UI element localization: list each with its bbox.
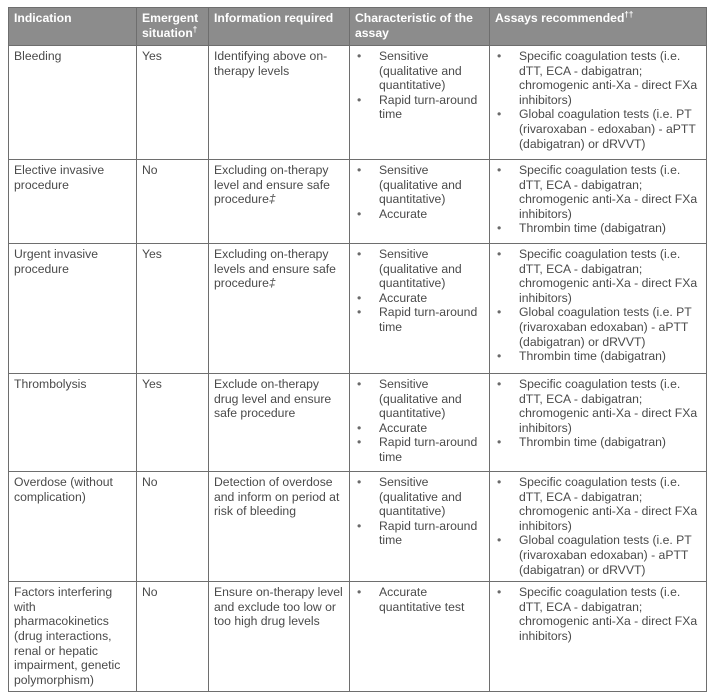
cell-characteristic xyxy=(350,160,490,244)
bullet-icon: • xyxy=(357,420,362,435)
bullet-icon: • xyxy=(357,585,362,600)
assay-item-text: Specific coagulation tests (i.e. dTT, ECA - dabigatran; chromogenic anti-Xa - direct FXa inhibitors) xyxy=(519,475,698,533)
bullet-icon: • xyxy=(357,247,362,261)
characteristic-item xyxy=(355,163,484,207)
cell-emergent-situation: No xyxy=(137,160,209,244)
cell-assays-recommended-list xyxy=(495,585,701,643)
cell-indication: Elective invasive procedure xyxy=(9,160,137,244)
header-information-text: Information required xyxy=(214,11,334,25)
cell-assays-recommended xyxy=(490,46,707,160)
characteristic-item xyxy=(355,247,484,291)
header-indication xyxy=(9,8,137,46)
characteristic-item-text: Accurate xyxy=(379,206,428,221)
characteristic-item-text: Sensitive (qualitative and quantitative) xyxy=(379,163,462,207)
assay-item-text: Specific coagulation tests (i.e. dTT, ECA - dabigatran; chromogenic anti-Xa - direct FXa inhibitors) xyxy=(519,377,698,435)
cell-emergent-situation: No xyxy=(137,582,209,692)
cell-assays-recommended-list xyxy=(495,247,701,364)
bullet-icon: • xyxy=(357,377,362,391)
cell-information-required xyxy=(209,582,350,692)
cell-characteristic-list xyxy=(355,49,484,122)
assay-item xyxy=(495,305,701,349)
characteristic-item xyxy=(355,305,484,334)
cell-assays-recommended xyxy=(490,582,707,692)
characteristic-item xyxy=(355,207,484,222)
characteristic-item xyxy=(355,49,484,93)
characteristic-item xyxy=(355,421,484,436)
cell-indication: Overdose (without complication) xyxy=(9,472,137,582)
information-text: Identifying above on-therapy levels xyxy=(214,49,328,78)
assay-item-text: Thrombin time (dabigatran) xyxy=(519,349,666,364)
assay-item-text: Thrombin time (dabigatran) xyxy=(519,221,666,236)
cell-characteristic xyxy=(350,472,490,582)
footnote-dagger: † xyxy=(192,24,198,34)
bullet-icon: • xyxy=(497,221,502,236)
header-indication-text: Indication xyxy=(14,11,72,25)
assay-item xyxy=(495,107,701,151)
assay-item-text: Thrombin time (dabigatran) xyxy=(519,435,666,450)
header-characteristic-text: Characteristic of the assay xyxy=(355,11,473,40)
header-row xyxy=(9,8,707,46)
bullet-icon: • xyxy=(497,305,502,320)
characteristic-item-text: Rapid turn-around time xyxy=(379,92,478,122)
cell-indication: Urgent invasive procedure xyxy=(9,244,137,374)
header-characteristic xyxy=(350,8,490,46)
cell-characteristic-list xyxy=(355,585,484,614)
table-row xyxy=(9,374,707,472)
bullet-icon: • xyxy=(497,475,502,489)
assay-item-text: Specific coagulation tests (i.e. dTT, ECA - dabigatran; chromogenic anti-Xa - direct FXa inhibitors) xyxy=(519,163,698,221)
cell-emergent-situation: Yes xyxy=(137,46,209,160)
header-emergent-text: Emergent situation xyxy=(142,11,199,40)
header-assays-text: Assays recommended xyxy=(495,11,625,25)
cell-characteristic-list xyxy=(355,475,484,548)
characteristic-item-text: Accurate xyxy=(379,420,428,435)
information-text: Exclude on-therapy drug level and ensure safe procedure xyxy=(214,377,332,421)
footnote-mark: ‡ xyxy=(268,192,276,207)
assay-item xyxy=(495,247,701,305)
bullet-icon: • xyxy=(357,305,362,320)
bullet-icon: • xyxy=(497,349,502,364)
bullet-icon: • xyxy=(497,377,502,391)
footnote-mark: ‡ xyxy=(268,276,276,291)
cell-characteristic xyxy=(350,46,490,160)
footnote-double-dagger: †† xyxy=(624,9,634,19)
characteristic-item-text: Sensitive (qualitative and quantitative) xyxy=(379,475,462,519)
bullet-icon: • xyxy=(357,49,362,63)
characteristic-item-text: Rapid turn-around time xyxy=(379,518,478,548)
header-assays-recommended xyxy=(490,8,707,46)
cell-assays-recommended-list xyxy=(495,49,701,151)
characteristic-item-text: Accurate quantitative test xyxy=(379,585,465,614)
cell-information-required xyxy=(209,46,350,160)
assay-item xyxy=(495,533,701,577)
header-information-required xyxy=(209,8,350,46)
bullet-icon: • xyxy=(497,163,502,177)
cell-characteristic xyxy=(350,374,490,472)
table-row xyxy=(9,46,707,160)
cell-information-required xyxy=(209,244,350,374)
assay-item-text: Specific coagulation tests (i.e. dTT, ECA - dabigatran; chromogenic anti-Xa - direct FXa inhibitors) xyxy=(519,585,698,643)
bullet-icon: • xyxy=(357,92,362,107)
characteristic-item xyxy=(355,291,484,306)
bullet-icon: • xyxy=(497,49,502,63)
cell-assays-recommended xyxy=(490,472,707,582)
cell-emergent-situation: No xyxy=(137,472,209,582)
cell-assays-recommended-list xyxy=(495,475,701,577)
information-text: Detection of overdose and inform on period at risk of bleeding xyxy=(214,475,340,519)
cell-characteristic-list xyxy=(355,247,484,335)
characteristic-item xyxy=(355,475,484,519)
bullet-icon: • xyxy=(497,585,502,600)
characteristic-item xyxy=(355,585,484,614)
bullet-icon: • xyxy=(357,475,362,489)
characteristic-item xyxy=(355,93,484,122)
cell-indication: Bleeding xyxy=(9,46,137,160)
characteristic-item-text: Sensitive (qualitative and quantitative) xyxy=(379,49,462,93)
assay-item xyxy=(495,221,701,236)
cell-assays-recommended xyxy=(490,374,707,472)
table-row xyxy=(9,160,707,244)
table-row xyxy=(9,582,707,692)
information-text: Excluding on-therapy level and ensure safe procedure xyxy=(214,163,330,207)
cell-assays-recommended-list xyxy=(495,377,701,450)
assay-item-text: Specific coagulation tests (i.e. dTT, ECA - dabigatran; chromogenic anti-Xa - direct FXa inhibitors) xyxy=(519,49,698,107)
assay-item-text: Specific coagulation tests (i.e. dTT, ECA - dabigatran; chromogenic anti-Xa - direct FXa inhibitors) xyxy=(519,247,698,305)
assay-item-text: Global coagulation tests (i.e. PT (rivaroxaban edoxaban) - aPTT (dabigatran) or dRVVT) xyxy=(519,305,692,349)
information-text: Excluding on-therapy levels and ensure safe procedure xyxy=(214,247,336,291)
characteristic-item-text: Sensitive (qualitative and quantitative) xyxy=(379,247,462,291)
assay-item-text: Global coagulation tests (i.e. PT (rivaroxaban edoxaban) - aPTT (dabigatran) or dRVVT) xyxy=(519,533,692,577)
cell-characteristic-list xyxy=(355,163,484,221)
assay-item xyxy=(495,163,701,221)
assay-item xyxy=(495,585,701,643)
information-text: Ensure on-therapy level and exclude too low or too high drug levels xyxy=(214,585,343,629)
characteristic-item xyxy=(355,519,484,548)
cell-emergent-situation: Yes xyxy=(137,374,209,472)
table-row xyxy=(9,472,707,582)
cell-characteristic-list xyxy=(355,377,484,465)
assay-recommendation-table xyxy=(8,7,707,692)
characteristic-item xyxy=(355,377,484,421)
bullet-icon: • xyxy=(357,518,362,533)
header-emergent-situation xyxy=(137,8,209,46)
cell-assays-recommended-list xyxy=(495,163,701,236)
characteristic-item-text: Accurate xyxy=(379,290,428,305)
cell-information-required xyxy=(209,160,350,244)
characteristic-item xyxy=(355,435,484,464)
characteristic-item-text: Rapid turn-around time xyxy=(379,305,478,334)
bullet-icon: • xyxy=(357,163,362,177)
cell-emergent-situation: Yes xyxy=(137,244,209,374)
cell-assays-recommended xyxy=(490,244,707,374)
cell-indication: Factors interfering with pharmacokinetics (drug interactions, renal or hepatic impairment, genetic polymorphism) xyxy=(9,582,137,692)
cell-characteristic xyxy=(350,244,490,374)
assay-item xyxy=(495,475,701,533)
cell-information-required xyxy=(209,472,350,582)
bullet-icon: • xyxy=(497,435,502,450)
table-row xyxy=(9,244,707,374)
bullet-icon: • xyxy=(497,107,502,122)
cell-information-required xyxy=(209,374,350,472)
characteristic-item-text: Rapid turn-around time xyxy=(379,435,478,464)
assay-item xyxy=(495,49,701,107)
bullet-icon: • xyxy=(497,247,502,261)
cell-indication: Thrombolysis xyxy=(9,374,137,472)
assay-item xyxy=(495,349,701,364)
cell-characteristic xyxy=(350,582,490,692)
assay-item-text: Global coagulation tests (i.e. PT (rivaroxaban - edoxaban) - aPTT (dabigatran) or dRVVT) xyxy=(519,107,696,151)
assay-item xyxy=(495,377,701,435)
characteristic-item-text: Sensitive (qualitative and quantitative) xyxy=(379,377,462,421)
bullet-icon: • xyxy=(357,290,362,305)
bullet-icon: • xyxy=(357,435,362,450)
bullet-icon: • xyxy=(357,206,362,221)
assay-item xyxy=(495,435,701,450)
bullet-icon: • xyxy=(497,533,502,548)
cell-assays-recommended xyxy=(490,160,707,244)
